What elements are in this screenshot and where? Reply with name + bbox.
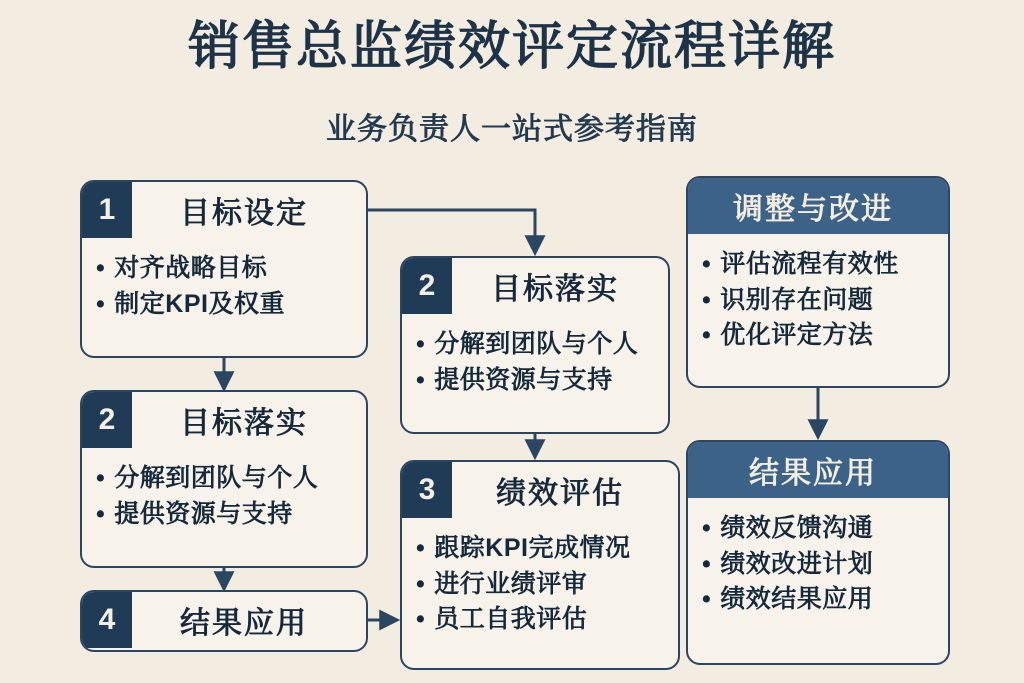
list-item-label: 分解到团队与个人 [114,464,319,492]
list-item [702,584,936,615]
card-goal-implementation-middle[interactable] [400,256,670,434]
card-title: 目标设定 [180,197,308,230]
card-result-application-right[interactable] [686,440,950,665]
list-item-label: 识别存在问题 [720,285,874,314]
card-body [688,498,948,632]
list-item [702,285,936,316]
bullet-icon: • [702,549,712,578]
card-body [688,234,948,368]
list-item-label: 绩效反馈沟通 [720,514,874,542]
card-header [82,592,366,648]
bullet-icon: • [416,534,426,562]
card-body [402,314,668,412]
bullet-icon: • [416,330,426,358]
list-item [96,289,354,320]
step-number: 4 [82,592,132,648]
bullet-icon: • [416,569,426,598]
list-item-label: 对齐战略目标 [114,254,268,282]
bullet-icon: • [702,321,712,349]
card-body [82,448,366,546]
card-title: 结果应用 [749,457,877,490]
card-title: 调整与改进 [733,193,893,226]
list-item [702,549,936,580]
card-header [82,392,366,448]
card-title: 目标落实 [491,273,619,306]
list-item [416,533,666,564]
card-header [82,182,366,238]
list-item [96,463,354,494]
page-subtitle: 业务负责人一站式参考指南 [326,113,698,146]
card-performance-evaluation[interactable] [400,460,680,670]
card-title: 目标落实 [180,407,308,440]
card-body [82,238,366,336]
list-item-label: 绩效结果应用 [720,585,874,613]
card-header [688,178,948,234]
bullet-icon: • [702,285,712,314]
list-item [416,569,666,600]
list-item [416,604,666,635]
bullet-icon: • [96,289,106,318]
bullet-icon: • [702,585,712,613]
card-result-application-left[interactable] [80,590,368,652]
bullet-icon: • [702,514,712,542]
list-item-label: 绩效改进计划 [720,549,874,578]
list-item-label: 提供资源与支持 [434,365,613,394]
list-item-label: 跟踪KPI完成情况 [434,534,631,562]
bullet-icon: • [416,365,426,394]
step-number: 2 [82,392,132,448]
list-item-label: 分解到团队与个人 [434,330,639,358]
list-item-label: 员工自我评估 [434,605,588,633]
card-header [402,258,668,314]
list-item [96,499,354,530]
card-header [402,462,678,518]
card-title: 绩效评估 [496,477,624,510]
list-item [96,253,354,284]
list-item [416,329,656,360]
list-item-label: 优化评定方法 [720,321,874,349]
bullet-icon: • [702,250,712,278]
list-item-label: 提供资源与支持 [114,499,293,528]
list-item [702,249,936,280]
list-item-label: 评估流程有效性 [720,250,899,278]
card-body [402,518,678,652]
bullet-icon: • [96,254,106,282]
card-goal-implementation-left[interactable] [80,390,368,568]
list-item-label: 制定KPI及权重 [114,289,285,318]
list-item [416,365,656,396]
page-title: 销售总监绩效评定流程详解 [187,18,836,76]
bullet-icon: • [96,464,106,492]
list-item [702,513,936,544]
card-title: 结果应用 [180,607,308,640]
bullet-icon: • [416,605,426,633]
step-number: 2 [402,258,452,314]
step-number: 3 [402,462,452,518]
card-header [688,442,948,498]
step-number: 1 [82,182,132,238]
list-item [702,320,936,351]
card-goal-setting[interactable] [80,180,368,358]
list-item-label: 进行业绩评审 [434,569,588,598]
card-adjustment-improvement[interactable] [686,176,950,388]
bullet-icon: • [96,499,106,528]
